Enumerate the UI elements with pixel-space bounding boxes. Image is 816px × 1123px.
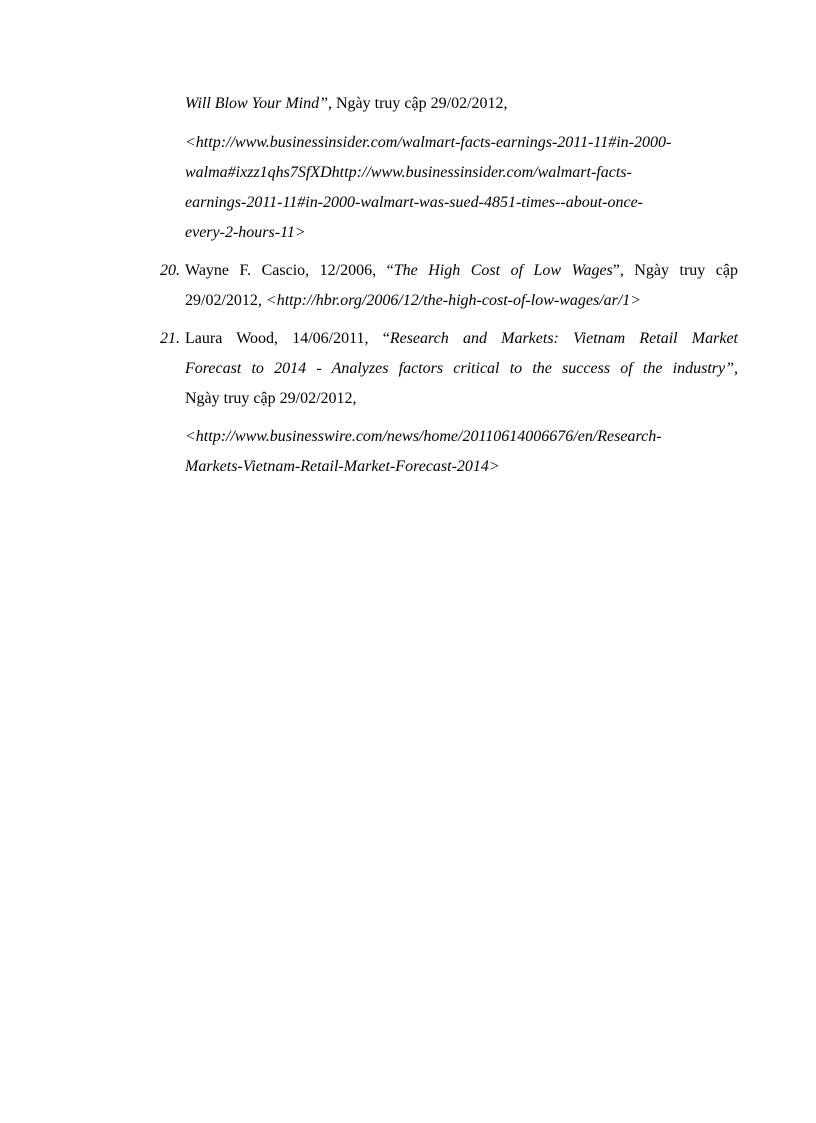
ref21-url-line-1: <http://www.businesswire.com/news/home/20110614006676/en/Research- (185, 428, 662, 445)
ref19-url-line-1: <http://www.businessinsider.com/walmart-facts-earnings-2011-11#in-2000- (185, 134, 672, 151)
ref20-after-title: ”, Ngày truy cập (612, 262, 739, 279)
ref21-author-date: Laura Wood, 14/06/2011, “ (185, 330, 390, 347)
ref20-line-2 (185, 291, 641, 311)
ref20-author-date: Wayne F. Cascio, 12/2006, “ (185, 262, 394, 279)
ref21-url-line-2: Markets-Vietnam-Retail-Market-Forecast-2014> (185, 458, 500, 475)
ref20-number: 20. (160, 262, 180, 279)
ref20-line-1 (185, 261, 738, 281)
ref20-url: <http://hbr.org/2006/12/the-high-cost-of-low-wages/ar/1> (265, 292, 642, 309)
ref19-url-line-3: earnings-2011-11#in-2000-walmart-was-sued-4851-times--about-once- (185, 194, 643, 211)
ref19-url-line-4: every-2-hours-11> (185, 224, 306, 241)
ref21-number: 21. (160, 330, 180, 347)
ref21-access-text: Ngày truy cập 29/02/2012, (185, 390, 357, 407)
ref19-access-text: , Ngày truy cập 29/02/2012, (328, 95, 508, 112)
ref20-title: The High Cost of Low Wages (393, 262, 613, 279)
ref19-url-line-2: walma#ixzz1qhs7SfXDhttp://www.businessinsider.com/walmart-facts- (185, 164, 632, 181)
ref19-title-line (185, 94, 508, 114)
ref21-title-line-2: Forecast to 2014 - Analyzes factors critical to the success of the industry”, (185, 360, 738, 377)
ref21-title-line-1: Research and Markets: Vietnam Retail Market (389, 330, 739, 347)
ref19-title-tail: Will Blow Your Mind” (185, 95, 328, 112)
ref20-date: 29/02/2012, (185, 292, 266, 309)
ref21-line-1 (185, 329, 738, 349)
